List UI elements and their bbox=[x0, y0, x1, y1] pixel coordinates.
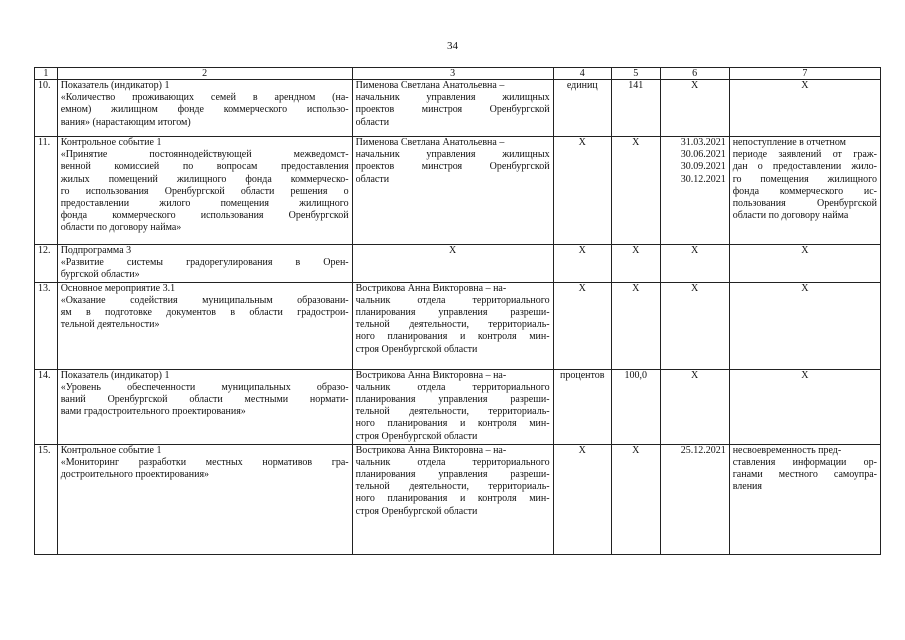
cell-line: области bbox=[355, 173, 390, 185]
page-number: 34 bbox=[447, 40, 458, 52]
cell-line: Подпрограмма 3 bbox=[60, 245, 132, 256]
cell-line: Вострикова Анна Викторовна – на- bbox=[355, 282, 507, 294]
cell-line: Контрольное событие 1 bbox=[60, 137, 162, 148]
indicator-description bbox=[57, 137, 352, 245]
cell-line: «Оказание содействия муниципальным образовани- bbox=[60, 294, 349, 306]
column-number: 7 bbox=[729, 68, 880, 80]
cell-line: «Мониторинг разработки местных нормативов гра- bbox=[60, 456, 349, 468]
unit-cell: Х bbox=[553, 444, 611, 554]
responsible-person bbox=[352, 80, 553, 137]
column-number: 5 bbox=[611, 68, 660, 80]
cell-line: вами градостроительного проектирования» bbox=[60, 406, 246, 418]
cell-line: 30.09.2021 bbox=[680, 161, 726, 173]
cell-line: Пименова Светлана Анатольевна – bbox=[355, 80, 505, 91]
cell-line: тельной деятельности, территориаль- bbox=[355, 481, 550, 493]
row-number: 15. bbox=[35, 444, 58, 554]
cell-line: тельной деятельности, территориаль- bbox=[355, 319, 550, 331]
column-number: 2 bbox=[57, 68, 352, 80]
cell-line: ного планирования и контроля мин- bbox=[355, 493, 550, 505]
cell-line: Х bbox=[801, 369, 809, 381]
unit-cell: Х bbox=[553, 137, 611, 245]
cell-line: проектов минстроя Оренбургской bbox=[355, 104, 550, 116]
cell-line: начальник управления жилищных bbox=[355, 92, 550, 104]
risk-note bbox=[729, 137, 880, 245]
responsible-person bbox=[352, 137, 553, 245]
cell-line: ям в подготовке документов в области градострои- bbox=[60, 307, 349, 319]
table-row bbox=[35, 137, 881, 245]
column-number: 3 bbox=[352, 68, 553, 80]
indicator-description bbox=[57, 369, 352, 444]
column-number: 1 bbox=[35, 68, 58, 80]
value-cell: Х bbox=[611, 245, 660, 283]
value-cell: 100,0 bbox=[611, 369, 660, 444]
cell-line: строя Оренбургской области bbox=[355, 430, 478, 442]
cell-line: Контрольное событие 1 bbox=[60, 444, 162, 456]
table-row bbox=[35, 245, 881, 283]
cell-line: вления bbox=[732, 481, 763, 493]
cell-line: Х bbox=[801, 80, 809, 91]
cell-line: 31.03.2021 bbox=[680, 137, 726, 148]
cell-line: бургской области» bbox=[60, 269, 140, 281]
indicator-description bbox=[57, 282, 352, 369]
cell-line: ваний Оренбургской области местными нормати- bbox=[60, 394, 349, 406]
cell-line: области bbox=[355, 116, 390, 128]
cell-line: венной комиссией по вопросам предоставления bbox=[60, 161, 349, 173]
cell-line: Показатель (индикатор) 1 bbox=[60, 369, 170, 381]
value-cell: Х bbox=[611, 444, 660, 554]
cell-line: Х bbox=[691, 369, 699, 381]
deadline-cell bbox=[660, 444, 729, 554]
cell-line: вания» (нарастающим итогом) bbox=[60, 116, 191, 128]
table-row bbox=[35, 80, 881, 137]
row-number: 11. bbox=[35, 137, 58, 245]
cell-line: предоставлении жилого помещения жилищного bbox=[60, 198, 349, 210]
cell-line: фонда коммерческого использования Оренбургской bbox=[60, 210, 349, 222]
risk-note bbox=[729, 444, 880, 554]
cell-line: строя Оренбургской области bbox=[355, 343, 478, 355]
cell-line: Вострикова Анна Викторовна – на- bbox=[355, 444, 507, 456]
responsible-person bbox=[352, 444, 553, 554]
cell-line: емном) жилищном фонде коммерческого использо- bbox=[60, 104, 349, 116]
cell-line: Х bbox=[801, 245, 809, 256]
cell-line: жилых помещений жилищного фонда коммерческо- bbox=[60, 173, 349, 185]
table-row bbox=[35, 444, 881, 554]
cell-line: планирования управления разреши- bbox=[355, 307, 550, 319]
column-number: 6 bbox=[660, 68, 729, 80]
cell-line: планирования управления разреши- bbox=[355, 469, 550, 481]
cell-line: го помещения жилищного bbox=[732, 173, 877, 185]
cell-line: периоде заявлений от граж- bbox=[732, 149, 877, 161]
deadline-cell bbox=[660, 245, 729, 283]
row-number: 12. bbox=[35, 245, 58, 283]
cell-line: го использования Оренбургской области решения о bbox=[60, 185, 349, 197]
deadline-cell bbox=[660, 137, 729, 245]
cell-line: 30.12.2021 bbox=[680, 173, 726, 185]
table-row bbox=[35, 282, 881, 369]
cell-line: фонда коммерческого ис- bbox=[732, 185, 877, 197]
cell-line: Показатель (индикатор) 1 bbox=[60, 80, 170, 91]
risk-note bbox=[729, 369, 880, 444]
value-cell: Х bbox=[611, 282, 660, 369]
cell-line: достроительного проектирования» bbox=[60, 469, 210, 481]
responsible-person bbox=[352, 245, 553, 283]
deadline-cell bbox=[660, 282, 729, 369]
cell-line: Х bbox=[691, 245, 699, 256]
cell-line: ганами местного самоупра- bbox=[732, 469, 877, 481]
responsible-person bbox=[352, 369, 553, 444]
indicator-description bbox=[57, 444, 352, 554]
unit-cell: процентов bbox=[553, 369, 611, 444]
cell-line: «Принятие постояннодействующей межведомст- bbox=[60, 149, 349, 161]
cell-line: 30.06.2021 bbox=[680, 149, 726, 161]
cell-line: тельной деятельности» bbox=[60, 319, 160, 331]
unit-cell: единиц bbox=[553, 80, 611, 137]
cell-line: «Развитие системы градорегулирования в Орен- bbox=[60, 257, 349, 269]
cell-line: проектов минстроя Оренбургской bbox=[355, 161, 550, 173]
risk-note bbox=[729, 282, 880, 369]
risk-note bbox=[729, 80, 880, 137]
cell-line: области по договору найма bbox=[732, 210, 849, 222]
cell-line: ного планирования и контроля мин- bbox=[355, 418, 550, 430]
cell-line: Вострикова Анна Викторовна – на- bbox=[355, 369, 507, 381]
cell-line: планирования управления разреши- bbox=[355, 394, 550, 406]
cell-line: Х bbox=[691, 80, 699, 91]
table-body bbox=[35, 80, 881, 555]
cell-line: области по договору найма» bbox=[60, 222, 182, 234]
column-number-row bbox=[35, 68, 881, 80]
cell-line: «Количество проживающих семей в арендном (на- bbox=[60, 92, 349, 104]
responsible-person bbox=[352, 282, 553, 369]
cell-line: «Уровень обеспеченности муниципальных образо- bbox=[60, 381, 349, 393]
cell-line: Х bbox=[801, 282, 809, 294]
cell-line: непоступление в отчетном bbox=[732, 137, 846, 148]
cell-line: чальник отдела территориального bbox=[355, 294, 550, 306]
value-cell: Х bbox=[611, 137, 660, 245]
indicator-description bbox=[57, 80, 352, 137]
cell-line: тельной деятельности, территориаль- bbox=[355, 406, 550, 418]
cell-line: ного планирования и контроля мин- bbox=[355, 331, 550, 343]
cell-line: начальник управления жилищных bbox=[355, 149, 550, 161]
row-number: 13. bbox=[35, 282, 58, 369]
deadline-cell bbox=[660, 369, 729, 444]
cell-line: пользования Оренбургской bbox=[732, 198, 877, 210]
cell-line: чальник отдела территориального bbox=[355, 381, 550, 393]
row-number: 10. bbox=[35, 80, 58, 137]
cell-line: дан о предоставлении жило- bbox=[732, 161, 877, 173]
program-table bbox=[34, 67, 881, 555]
deadline-cell bbox=[660, 80, 729, 137]
cell-line: 25.12.2021 bbox=[680, 444, 726, 456]
cell-line: Основное мероприятие 3.1 bbox=[60, 282, 176, 294]
unit-cell: Х bbox=[553, 245, 611, 283]
cell-line: чальник отдела территориального bbox=[355, 456, 550, 468]
unit-cell: Х bbox=[553, 282, 611, 369]
risk-note bbox=[729, 245, 880, 283]
cell-line: несвоевременность пред- bbox=[732, 444, 842, 456]
value-cell: 141 bbox=[611, 80, 660, 137]
indicator-description bbox=[57, 245, 352, 283]
row-number: 14. bbox=[35, 369, 58, 444]
cell-line: Х bbox=[691, 282, 699, 294]
cell-line: Пименова Светлана Анатольевна – bbox=[355, 137, 505, 148]
cell-line: строя Оренбургской области bbox=[355, 505, 478, 517]
table-row bbox=[35, 369, 881, 444]
column-number: 4 bbox=[553, 68, 611, 80]
cell-line: ставления информации ор- bbox=[732, 456, 877, 468]
cell-line: Х bbox=[449, 245, 457, 256]
